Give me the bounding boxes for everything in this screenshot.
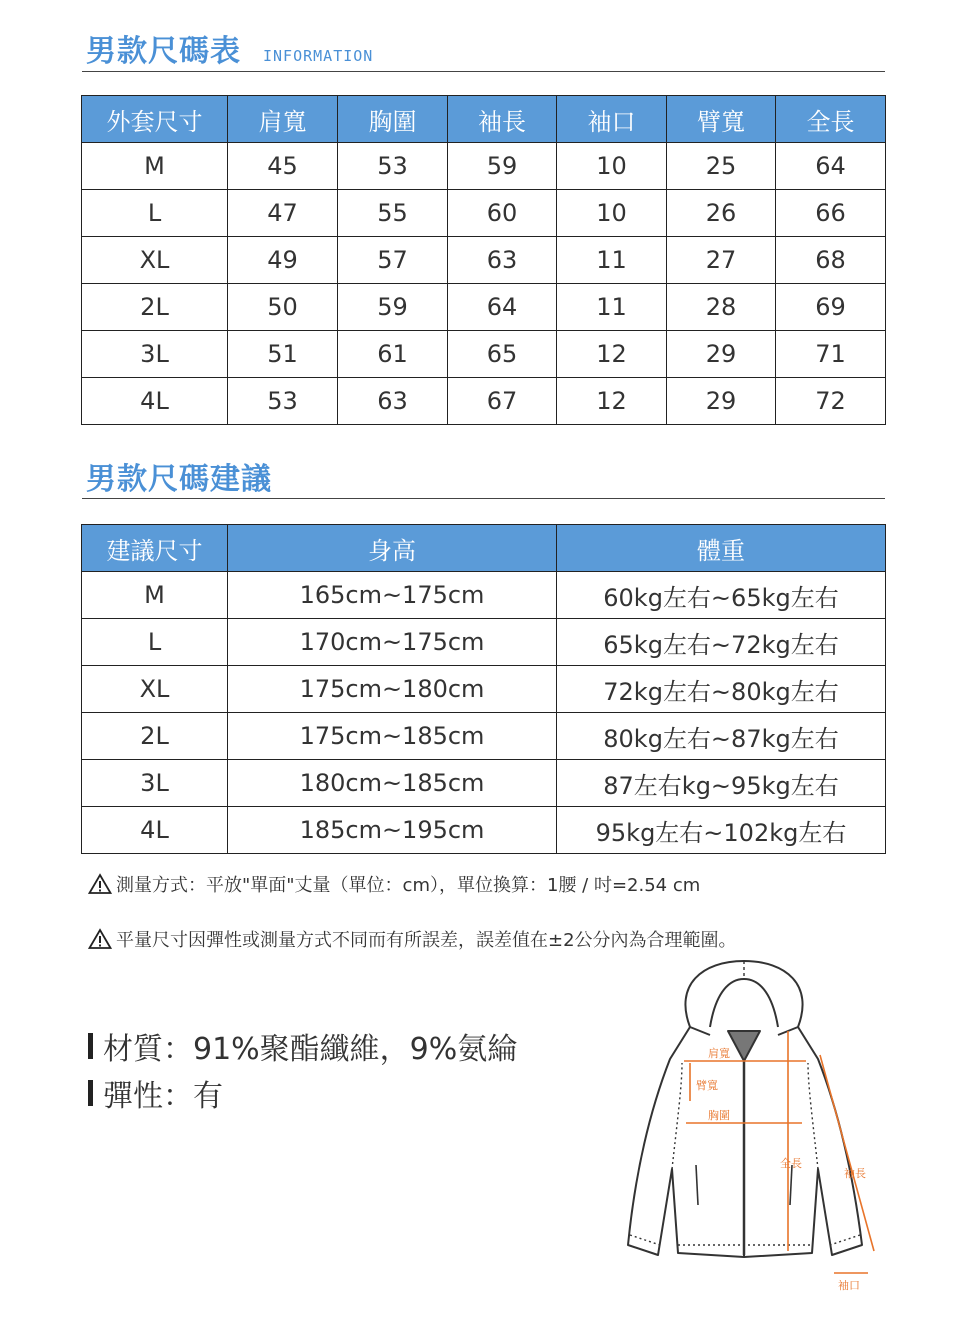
size_chart-header-0: 外套尺寸: [82, 96, 228, 143]
table-cell: 170cm~175cm: [228, 619, 557, 666]
table-cell: 64: [448, 284, 557, 331]
table-cell: L: [82, 619, 228, 666]
table-row: [82, 760, 886, 807]
table-cell: 55: [338, 190, 448, 237]
divider: [82, 71, 885, 72]
cuff-right: [830, 1235, 860, 1245]
size-chart-subtitle: INFORMATION: [263, 47, 374, 65]
table-cell: 180cm~185cm: [228, 760, 557, 807]
elasticity-spec: [88, 1071, 223, 1115]
table-cell: 175cm~180cm: [228, 666, 557, 713]
measure-note: [88, 871, 700, 897]
table-cell: 28: [667, 284, 776, 331]
table-cell: 65: [448, 331, 557, 378]
table-cell: XL: [82, 237, 228, 284]
table-row: [82, 143, 886, 190]
jacket-diagram: [612, 955, 892, 1295]
chest-label: 胸圍: [708, 1109, 730, 1122]
table-cell: 10: [557, 143, 667, 190]
table-cell: 11: [557, 284, 667, 331]
shoulder-label: 肩寬: [708, 1047, 730, 1060]
table-cell: 63: [448, 237, 557, 284]
table-cell: 63: [338, 378, 448, 425]
bullet-bar: [88, 1033, 93, 1059]
bullet-bar: [88, 1080, 93, 1106]
table-cell: M: [82, 143, 228, 190]
table-cell: 64: [776, 143, 886, 190]
table-row: [82, 619, 886, 666]
table-row: [82, 284, 886, 331]
measure-note-text: 測量方式：平放"單面"丈量（單位：cm），單位換算：1腰 / 吋=2.54 cm: [116, 875, 701, 896]
table-cell: 80kg左右~87kg左右: [557, 713, 886, 760]
size_chart-header-2: 胸圍: [338, 96, 448, 143]
table-row: [82, 378, 886, 425]
table-cell: 65kg左右~72kg左右: [557, 619, 886, 666]
table-cell: 69: [776, 284, 886, 331]
table-cell: 26: [667, 190, 776, 237]
table-cell: M: [82, 572, 228, 619]
table-cell: 59: [448, 143, 557, 190]
table-cell: 72: [776, 378, 886, 425]
table-row: [82, 237, 886, 284]
table-cell: 61: [338, 331, 448, 378]
table-cell: 50: [228, 284, 338, 331]
table-cell: 2L: [82, 284, 228, 331]
size_chart-header-5: 臂寬: [667, 96, 776, 143]
arm-label: 臂寬: [696, 1079, 718, 1092]
cuff-left: [630, 1235, 660, 1245]
suggestion-heading: [86, 454, 272, 498]
table-cell: 3L: [82, 760, 228, 807]
sleeve-label: 袖長: [844, 1167, 866, 1180]
suggestion-title: 男款尺碼建議: [86, 462, 272, 497]
elasticity-text: 彈性：有: [103, 1079, 223, 1114]
table-cell: 3L: [82, 331, 228, 378]
table-cell: 66: [776, 190, 886, 237]
table-cell: 185cm~195cm: [228, 807, 557, 854]
table-row: [82, 807, 886, 854]
size_chart-header-4: 袖口: [557, 96, 667, 143]
table-row: [82, 572, 886, 619]
neck-lining: [728, 1031, 760, 1061]
table-cell: 72kg左右~80kg左右: [557, 666, 886, 713]
table-cell: 4L: [82, 807, 228, 854]
sleeve-measure-line: [820, 1055, 874, 1251]
suggestion-header-0: 建議尺寸: [82, 525, 228, 572]
table-cell: 29: [667, 331, 776, 378]
table-cell: 11: [557, 237, 667, 284]
pocket-left: [696, 1165, 698, 1205]
table-cell: 4L: [82, 378, 228, 425]
warning-icon: [88, 873, 112, 895]
tolerance-note-text: 平量尺寸因彈性或測量方式不同而有所誤差，誤差值在±2公分內為合理範圍。: [116, 930, 737, 951]
table-cell: 59: [338, 284, 448, 331]
size-chart-table: [81, 95, 886, 425]
table-cell: 68: [776, 237, 886, 284]
table-cell: XL: [82, 666, 228, 713]
suggestion-header-2: 體重: [557, 525, 886, 572]
table-cell: 45: [228, 143, 338, 190]
table-cell: 57: [338, 237, 448, 284]
table-cell: 60: [448, 190, 557, 237]
length-label: 全長: [780, 1157, 802, 1170]
suggestion-header-1: 身高: [228, 525, 557, 572]
table-cell: 53: [228, 378, 338, 425]
table-cell: 25: [667, 143, 776, 190]
divider: [82, 498, 885, 499]
size-chart-title: 男款尺碼表: [86, 34, 241, 69]
table-cell: 165cm~175cm: [228, 572, 557, 619]
material-spec: [88, 1024, 517, 1068]
tolerance-note: [88, 926, 737, 952]
size_chart-header-1: 肩寬: [228, 96, 338, 143]
table-cell: 175cm~185cm: [228, 713, 557, 760]
table-cell: 53: [338, 143, 448, 190]
suggestion-table: [81, 524, 886, 854]
table-row: [82, 666, 886, 713]
cuff-label: 袖口: [838, 1279, 860, 1292]
table-row: [82, 713, 886, 760]
table-cell: 29: [667, 378, 776, 425]
table-cell: 87左右kg~95kg左右: [557, 760, 886, 807]
table-cell: L: [82, 190, 228, 237]
table-row: [82, 190, 886, 237]
hood-outline: [685, 961, 802, 1027]
table-cell: 12: [557, 331, 667, 378]
size_chart-header-3: 袖長: [448, 96, 557, 143]
table-cell: 51: [228, 331, 338, 378]
size_chart-header-6: 全長: [776, 96, 886, 143]
table-cell: 27: [667, 237, 776, 284]
table-cell: 12: [557, 378, 667, 425]
table-cell: 71: [776, 331, 886, 378]
table-cell: 67: [448, 378, 557, 425]
warning-icon: [88, 928, 112, 950]
table-cell: 47: [228, 190, 338, 237]
table-cell: 10: [557, 190, 667, 237]
table-cell: 95kg左右~102kg左右: [557, 807, 886, 854]
size-chart-heading: [86, 26, 373, 70]
table-row: [82, 331, 886, 378]
hood-inner: [710, 979, 778, 1027]
table-cell: 2L: [82, 713, 228, 760]
table-cell: 49: [228, 237, 338, 284]
material-text: 材質：91%聚酯纖維，9%氨綸: [103, 1032, 518, 1067]
pocket-right: [790, 1165, 792, 1205]
table-cell: 60kg左右~65kg左右: [557, 572, 886, 619]
